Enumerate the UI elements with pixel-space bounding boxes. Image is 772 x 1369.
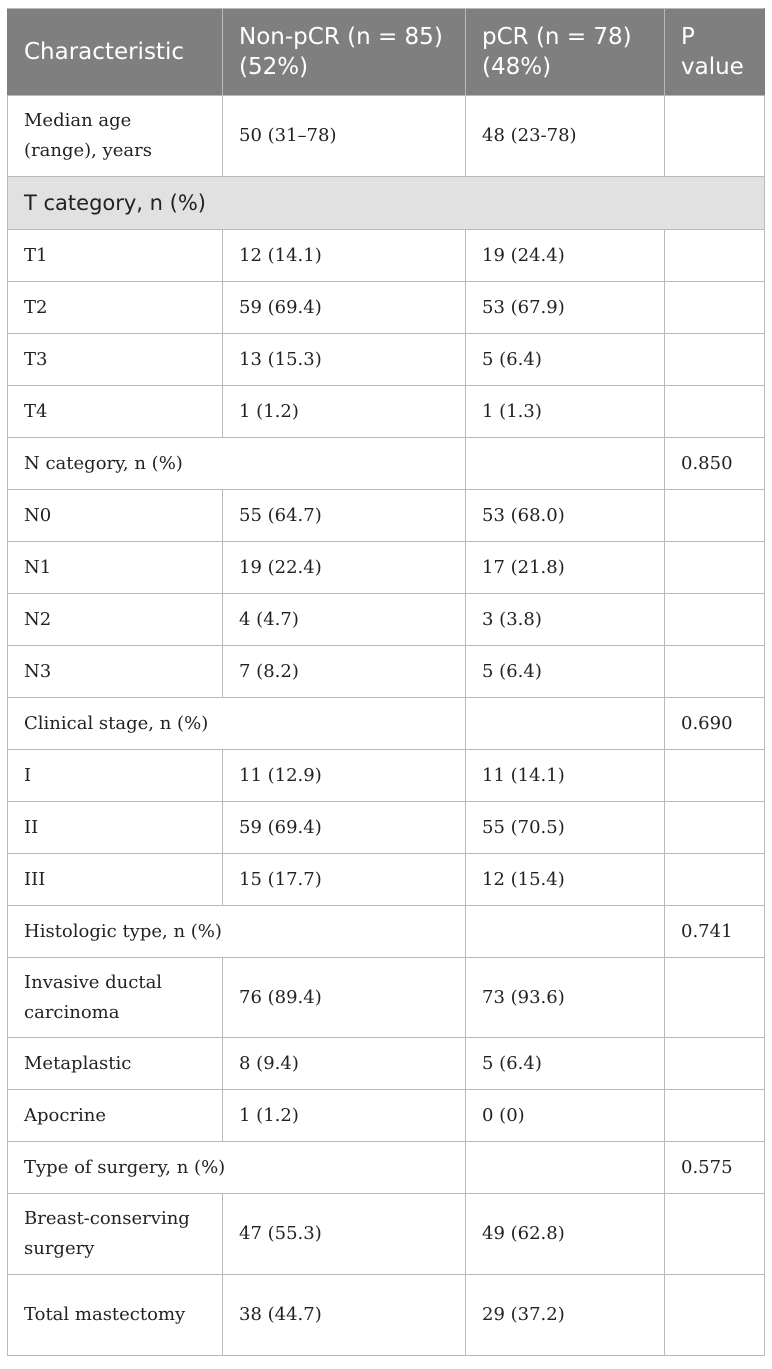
pcr-cell: 73 (93.6) <box>466 958 665 1038</box>
row-label: N1 <box>8 542 223 594</box>
header-nonpcr: Non-pCR (n = 85) (52%) <box>223 9 466 96</box>
nonpcr-cell: 7 (8.2) <box>223 646 466 698</box>
nonpcr-cell: 76 (89.4) <box>223 958 466 1038</box>
row-label: N3 <box>8 646 223 698</box>
table-row <box>8 1038 765 1090</box>
row-label: Histologic type, n (%) <box>8 906 466 958</box>
pcr-cell <box>466 438 665 490</box>
pcr-cell: 55 (70.5) <box>466 802 665 854</box>
section-label: T category, n (%) <box>8 177 765 230</box>
header-row <box>8 9 765 96</box>
header-pcr: pCR (n = 78) (48%) <box>466 9 665 96</box>
pvalue-cell <box>665 490 765 542</box>
nonpcr-cell: 55 (64.7) <box>223 490 466 542</box>
row-label: Median age (range), years <box>8 96 223 177</box>
pvalue-cell <box>665 958 765 1038</box>
pcr-cell: 5 (6.4) <box>466 1038 665 1090</box>
pvalue-cell <box>665 334 765 386</box>
pcr-cell: 53 (68.0) <box>466 490 665 542</box>
pvalue-cell <box>665 594 765 646</box>
pvalue-cell: 0.575 <box>665 1142 765 1194</box>
nonpcr-cell: 15 (17.7) <box>223 854 466 906</box>
pvalue-cell <box>665 542 765 594</box>
table-row <box>8 906 765 958</box>
table-row <box>8 230 765 282</box>
table-row <box>8 96 765 177</box>
row-label: T1 <box>8 230 223 282</box>
nonpcr-cell: 50 (31–78) <box>223 96 466 177</box>
table-row <box>8 1194 765 1275</box>
row-label: Breast-conserving surgery <box>8 1194 223 1275</box>
table-row <box>8 750 765 802</box>
table-row <box>8 490 765 542</box>
pcr-cell: 0 (0) <box>466 1090 665 1142</box>
table-row <box>8 386 765 438</box>
row-label: Metaplastic <box>8 1038 223 1090</box>
pvalue-cell <box>665 1275 765 1356</box>
table-row <box>8 1090 765 1142</box>
characteristics-table <box>7 8 765 1356</box>
nonpcr-cell: 59 (69.4) <box>223 282 466 334</box>
pcr-cell: 11 (14.1) <box>466 750 665 802</box>
pvalue-cell <box>665 1194 765 1275</box>
pcr-cell: 3 (3.8) <box>466 594 665 646</box>
nonpcr-cell: 38 (44.7) <box>223 1275 466 1356</box>
pvalue-cell: 0.850 <box>665 438 765 490</box>
pcr-cell: 19 (24.4) <box>466 230 665 282</box>
nonpcr-cell: 47 (55.3) <box>223 1194 466 1275</box>
row-label: Total mastectomy <box>8 1275 223 1356</box>
nonpcr-cell: 4 (4.7) <box>223 594 466 646</box>
pvalue-cell <box>665 282 765 334</box>
pcr-cell: 17 (21.8) <box>466 542 665 594</box>
pvalue-cell <box>665 1038 765 1090</box>
table-row <box>8 1142 765 1194</box>
nonpcr-cell: 1 (1.2) <box>223 1090 466 1142</box>
nonpcr-cell: 13 (15.3) <box>223 334 466 386</box>
row-label: Type of surgery, n (%) <box>8 1142 466 1194</box>
nonpcr-cell: 59 (69.4) <box>223 802 466 854</box>
row-label: II <box>8 802 223 854</box>
pcr-cell <box>466 906 665 958</box>
row-label: N category, n (%) <box>8 438 466 490</box>
nonpcr-cell: 11 (12.9) <box>223 750 466 802</box>
row-label: T3 <box>8 334 223 386</box>
row-label: T2 <box>8 282 223 334</box>
pcr-cell: 1 (1.3) <box>466 386 665 438</box>
pcr-cell: 12 (15.4) <box>466 854 665 906</box>
pvalue-cell <box>665 802 765 854</box>
pcr-cell: 48 (23-78) <box>466 96 665 177</box>
table-row <box>8 646 765 698</box>
table-row <box>8 438 765 490</box>
nonpcr-cell: 8 (9.4) <box>223 1038 466 1090</box>
row-label: N0 <box>8 490 223 542</box>
pcr-cell: 5 (6.4) <box>466 646 665 698</box>
table-row <box>8 594 765 646</box>
pcr-cell: 49 (62.8) <box>466 1194 665 1275</box>
table-row <box>8 802 765 854</box>
table-row <box>8 1275 765 1356</box>
pvalue-cell <box>665 230 765 282</box>
row-label: N2 <box>8 594 223 646</box>
pcr-cell: 5 (6.4) <box>466 334 665 386</box>
pvalue-cell <box>665 386 765 438</box>
header-pvalue: P value <box>665 9 765 96</box>
pvalue-cell: 0.690 <box>665 698 765 750</box>
pvalue-cell <box>665 854 765 906</box>
section-row <box>8 177 765 230</box>
row-label: I <box>8 750 223 802</box>
pvalue-cell: 0.741 <box>665 906 765 958</box>
pvalue-cell <box>665 750 765 802</box>
table-row <box>8 282 765 334</box>
nonpcr-cell: 1 (1.2) <box>223 386 466 438</box>
pvalue-cell <box>665 96 765 177</box>
row-label: Invasive ductal carcinoma <box>8 958 223 1038</box>
nonpcr-cell: 12 (14.1) <box>223 230 466 282</box>
row-label: Apocrine <box>8 1090 223 1142</box>
table-row <box>8 334 765 386</box>
pvalue-cell <box>665 646 765 698</box>
pcr-cell: 53 (67.9) <box>466 282 665 334</box>
row-label: T4 <box>8 386 223 438</box>
pcr-cell <box>466 698 665 750</box>
table-row <box>8 542 765 594</box>
pcr-cell <box>466 1142 665 1194</box>
table-row <box>8 958 765 1038</box>
header-characteristic: Characteristic <box>8 9 223 96</box>
pcr-cell: 29 (37.2) <box>466 1275 665 1356</box>
table-row <box>8 698 765 750</box>
row-label: Clinical stage, n (%) <box>8 698 466 750</box>
nonpcr-cell: 19 (22.4) <box>223 542 466 594</box>
row-label: III <box>8 854 223 906</box>
table-row <box>8 854 765 906</box>
pvalue-cell <box>665 1090 765 1142</box>
